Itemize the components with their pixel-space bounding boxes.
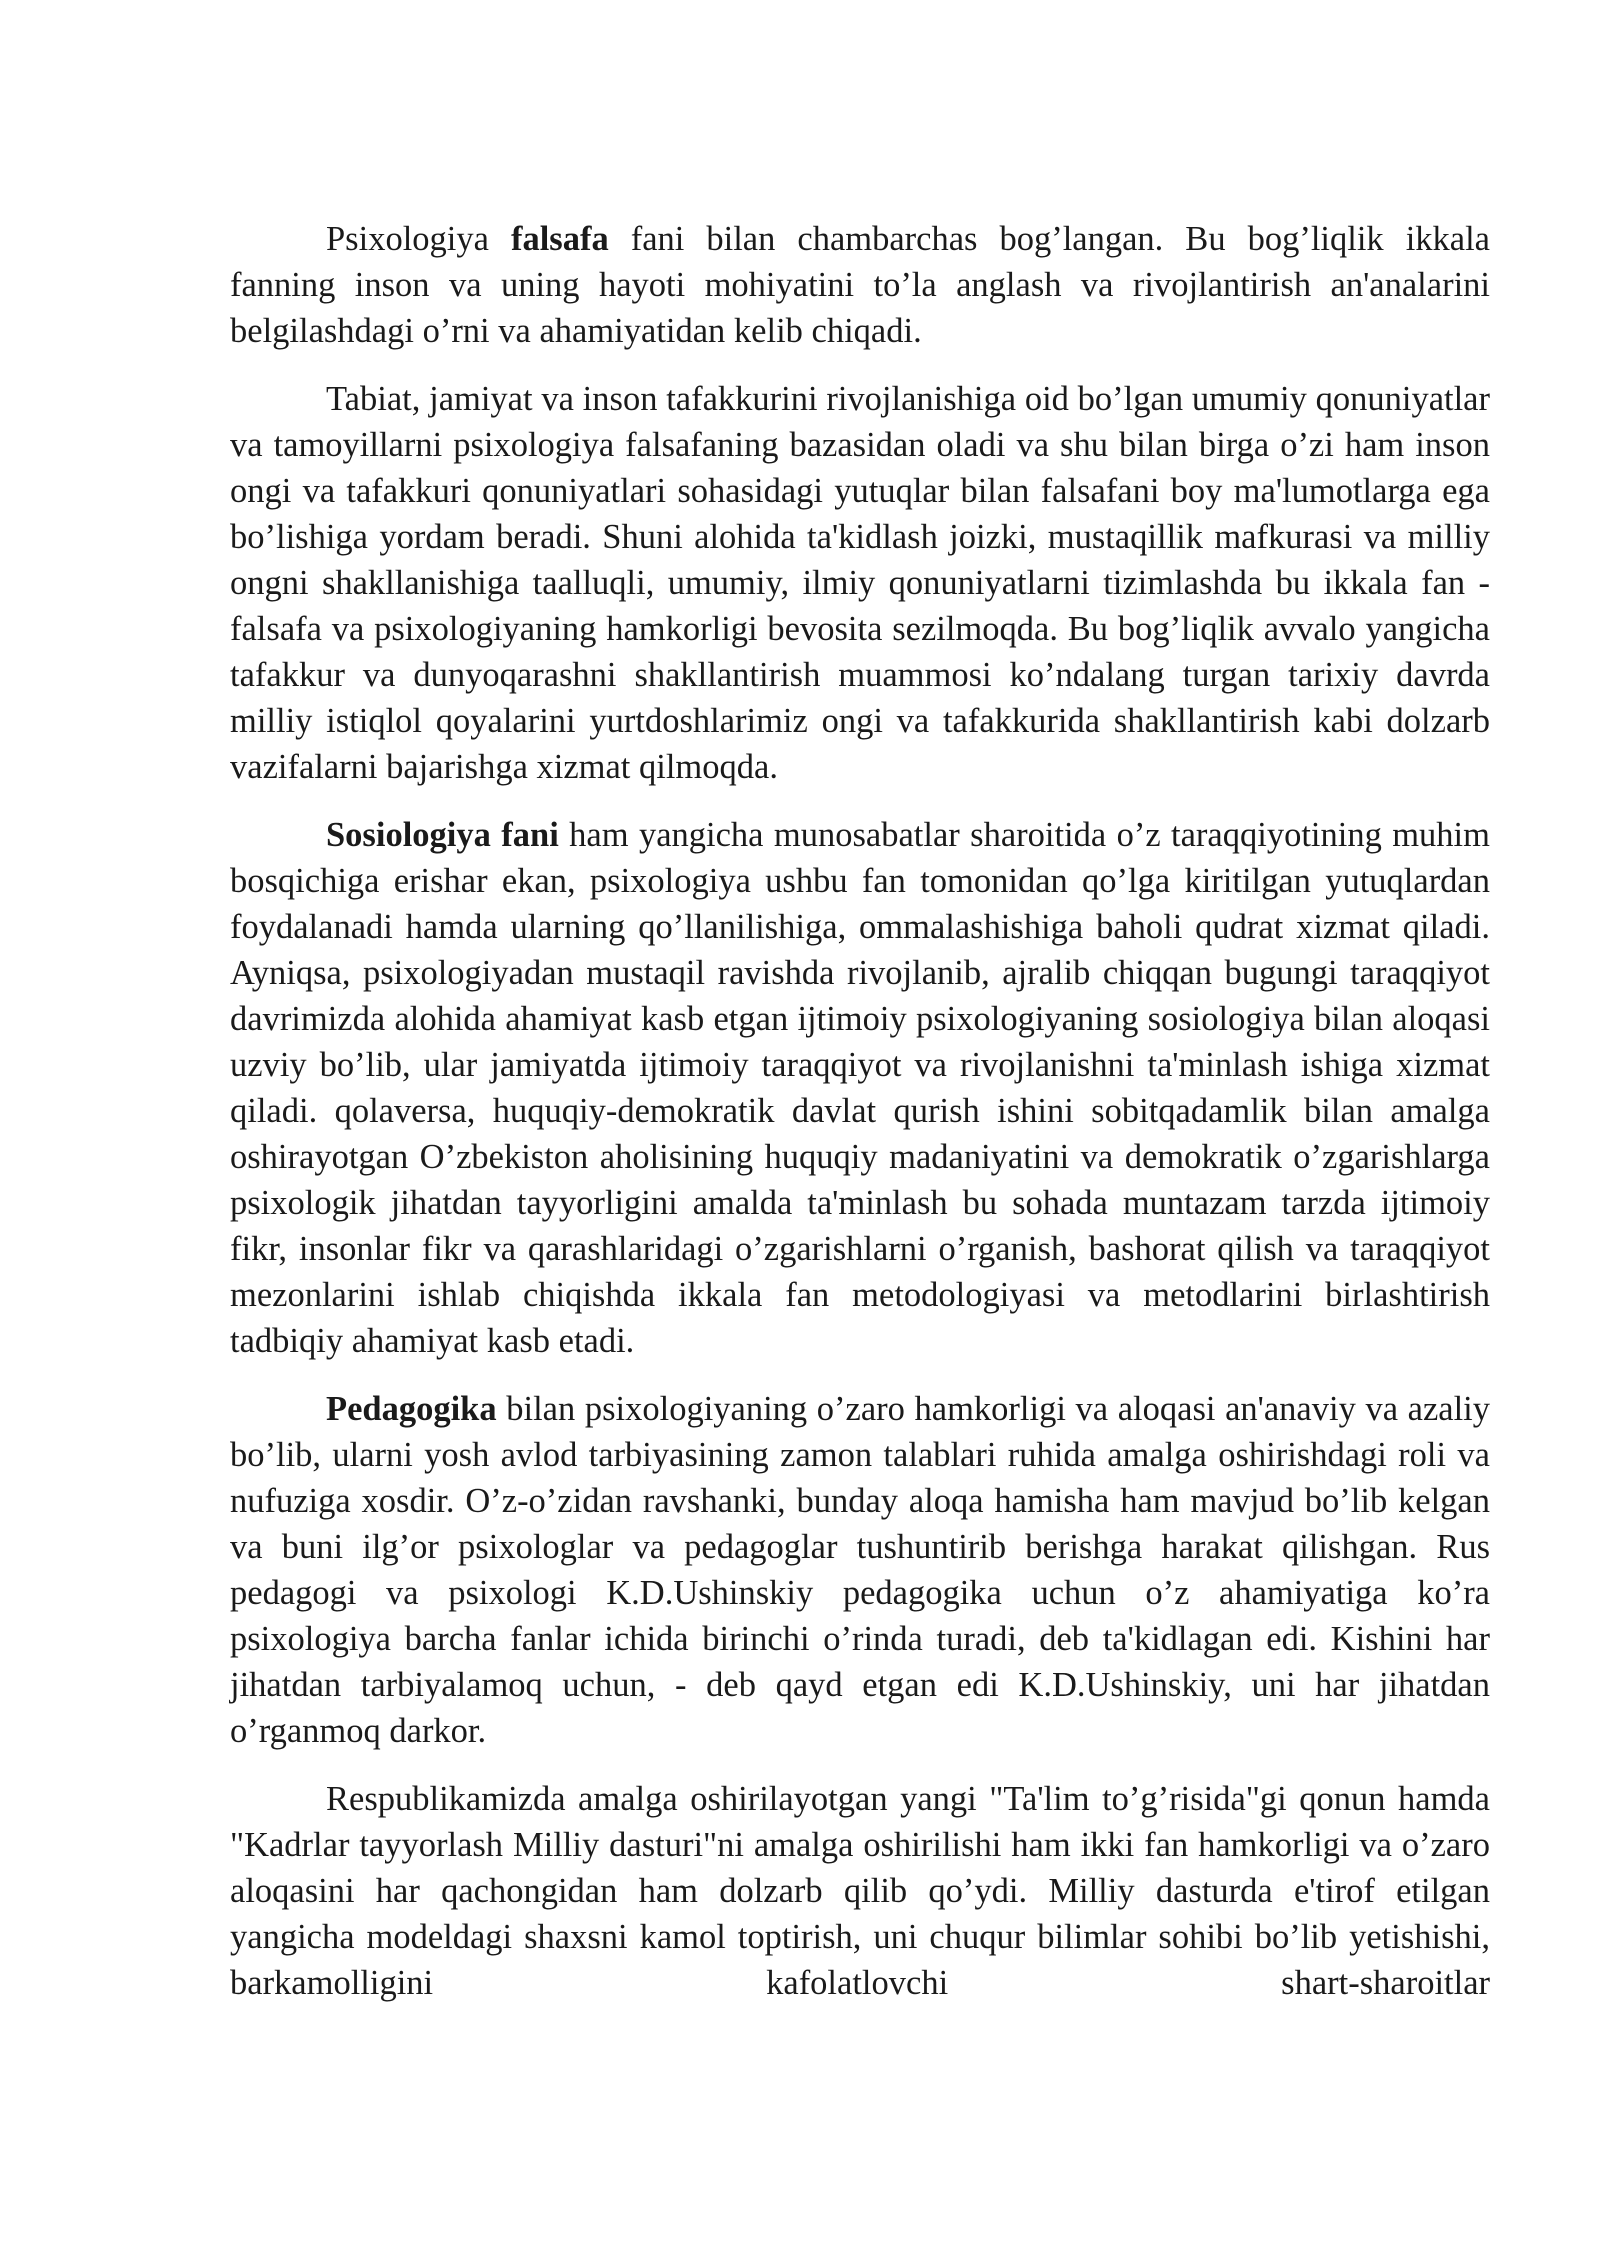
paragraph-text: bilan psixologiyaning o’zaro hamkorligi va aloqasi an'anaviy va azaliy bo’lib, ularni yosh avlod tarbiyasining zamon talablari ruhida amalga oshirishdagi roli va nufuziga xosdir. O’z-o’zidan ravshanki, bunday aloqa hamisha ham mavjud bo’lib kelgan va buni ilg’or psixologlar va pedagoglar tushuntirib berishga harakat qilishgan. Rus pedagogi va psixologi K.D.Ushinskiy pedagogika uchun o’z ahamiyatiga ko’ra psixologiya barcha fanlar ichida birinchi o’rinda turadi, deb ta'kidlagan edi. Kishini har jihatdan tarbiyalamoq uchun, - deb qayd etgan edi K.D.Ushinskiy, uni har jihatdan o’rganmoq darkor. — [230, 1390, 1490, 1750]
bold-term-sosiologiya: Sosiologiya fani — [326, 816, 559, 854]
paragraph-republic — [230, 1776, 1490, 2006]
paragraph-text: ham yangicha munosabatlar sharoitida o’z taraqqiyotining muhim bosqichiga erishar ekan, psixologiya ushbu fan tomonidan qo’lga kiritilgan yutuqlardan foydalanadi hamda ularning qo’llanilishiga, ommalashishiga baholi qudrat xizmat qiladi. Ayniqsa, psixologiyadan mustaqil ravishda rivojlanib, ajralib chiqqan bugungi taraqqiyot davrimizda alohida ahamiyat kasb etgan ijtimoiy psixologiyaning sosiologiya bilan aloqasi uzviy bo’lib, ular jamiyatda ijtimoiy taraqqiyot va rivojlanishni ta'minlash ishiga xizmat qiladi. qolaversa, huquqiy-demokratik davlat qurish ishini sobitqadamlik bilan amalga oshirayotgan O’zbekiston aholisining huquqiy madaniyatini va demokratik o’zgarishlarga psixologik jihatdan tayyorligini amalda ta'minlash bu sohada muntazam tarzda ijtimoiy fikr, insonlar fikr va qarashlaridagi o’zgarishlarni o’rganish, bashorat qilish va taraqqiyot mezonlarini ishlab chiqishda ikkala fan metodologiyasi va metodlarini birlashtirish tadbiqiy ahamiyat kasb etadi. — [230, 816, 1490, 1360]
paragraph-philosophy — [230, 216, 1490, 354]
bold-term-falsafa: falsafa — [510, 220, 609, 258]
document-page — [230, 216, 1490, 2006]
paragraph-lead: Respublikamizda amalga oshirilayotgan yangi "Ta'lim to’g’risida"gi qonun hamda "Kadrlar tayyorlash Milliy dasturi"ni amalga oshirilishi ham ikki fan hamkorligi va o’zaro aloqasini har qachongidan ham dolzarb qilib qo’ydi. Milliy dasturda e'tirof etilgan yangicha modeldagi shaxsni kamol toptirish, uni chuqur bilimlar sohibi bo’lib yetishishi, barkamolligini kafolatlovchi shart-sharoitlar — [230, 1780, 1490, 2002]
bold-term-pedagogika: Pedagogika — [326, 1390, 497, 1428]
paragraph-lead: Psixologiya — [326, 220, 511, 258]
paragraph-text: fani bilan chambarchas bog’langan. Bu bog’liqlik ikkala fanning inson va uning hayoti mohiyatini to’la anglash va rivojlantirish an'analarini belgilashdagi o’rni va ahamiyatidan kelib chiqadi. — [230, 220, 1490, 350]
paragraph-pedagogy — [230, 1386, 1490, 1754]
paragraph-nature-society — [230, 376, 1490, 790]
paragraph-text: Tabiat, jamiyat va inson tafakkurini rivojlanishiga oid bo’lgan umumiy qonuniyatlar va tamoyillarni psixologiya falsafaning bazasidan oladi va shu bilan birga o’zi ham inson ongi va tafakkuri qonuniyatlari sohasidagi yutuqlar bilan falsafani boy ma'lumotlarga ega bo’lishiga yordam beradi. Shuni alohida ta'kidlash joizki, mustaqillik mafkurasi va milliy ongni shakllanishiga taalluqli, umumiy, ilmiy qonuniyatlarni tizimlashda bu ikkala fan - falsafa va psixologiyaning hamkorligi bevosita sezilmoqda. Bu bog’liqlik avvalo yangicha tafakkur va dunyoqarashni shakllantirish muammosi ko’ndalang turgan tarixiy davrda milliy istiqlol qoyalarini yurtdoshlarimiz ongi va tafakkurida shakllantirish kabi dolzarb vazifalarni bajarishga xizmat qilmoqda. — [230, 380, 1490, 786]
paragraph-sociology — [230, 812, 1490, 1364]
